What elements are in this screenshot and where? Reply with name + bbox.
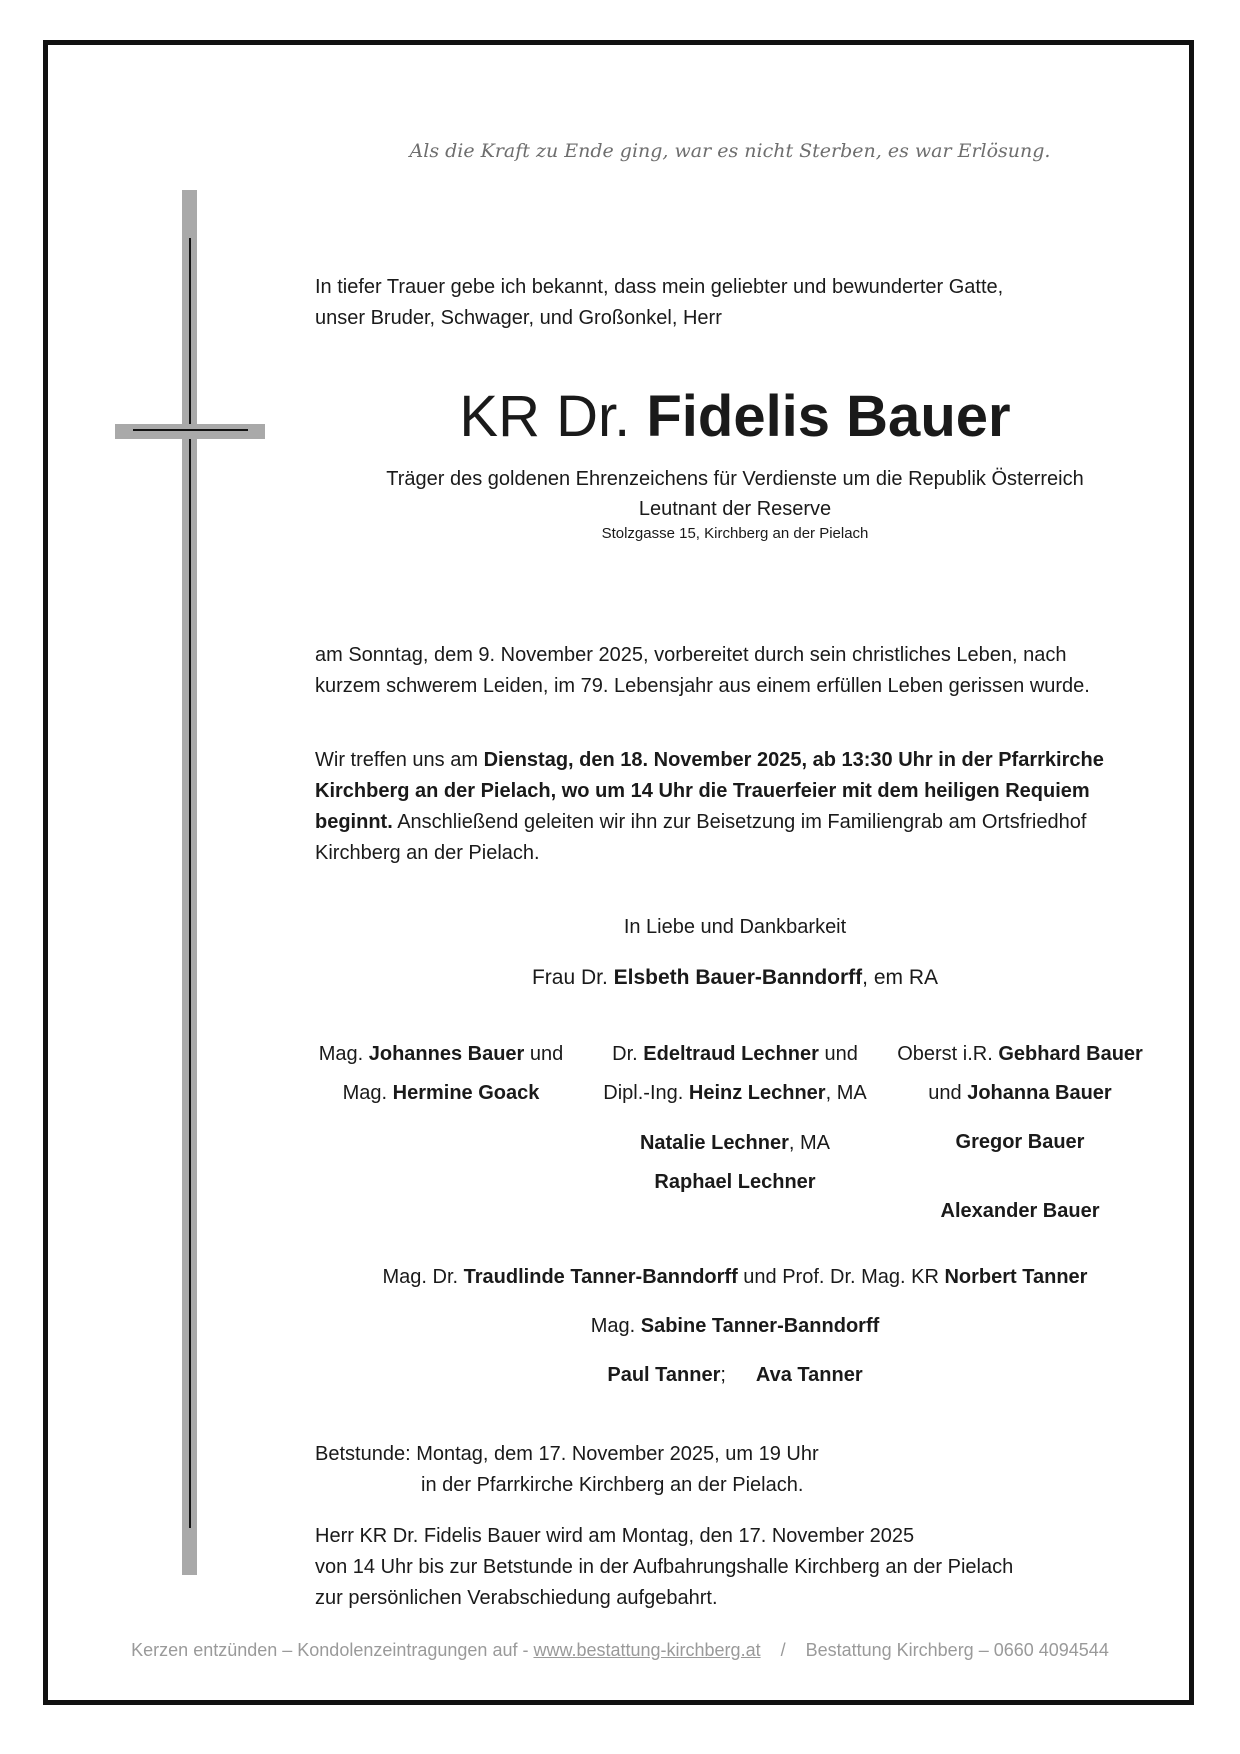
viewing-line-1: Herr KR Dr. Fidelis Bauer wird am Montag, den 17. November 2025 — [315, 1525, 915, 1547]
funeral-begins-bold: beginnt. — [315, 811, 393, 833]
title: Mag. Dr. — [382, 1266, 464, 1288]
intro-line-1: In tiefer Trauer gebe ich bekannt, dass mein geliebter und bewunderter Gatte, — [315, 276, 1004, 298]
title: Mag. — [342, 1082, 393, 1104]
title: Mag. — [318, 1043, 369, 1065]
footer-contact: Bestattung Kirchberg – 0660 4094544 — [805, 1640, 1109, 1660]
title: Dipl.-Ing. — [603, 1082, 689, 1104]
conjunction: und — [524, 1043, 564, 1065]
widow-prefix: Frau Dr. — [531, 966, 614, 989]
prayer-line-1: Montag, dem 17. November 2025, um 19 Uhr — [416, 1443, 819, 1465]
footer — [60, 1640, 1180, 1661]
person-name: Heinz Lechner — [688, 1082, 826, 1104]
family-column-2 — [585, 1035, 885, 1202]
title: Oberst i.R. — [897, 1043, 999, 1065]
person-name: Norbert Tanner — [944, 1266, 1088, 1288]
suffix: , MA — [825, 1082, 867, 1104]
funeral-location-bold: Kirchberg an der Pielach, wo um 14 Uhr die Trauerfeier mit dem heiligen Requiem — [315, 780, 1090, 802]
person-name: Gregor Bauer — [955, 1131, 1085, 1153]
person-name: Hermine Goack — [392, 1082, 540, 1104]
widow-name: Elsbeth Bauer-Banndorff — [613, 966, 863, 989]
person-name: Ava Tanner — [755, 1364, 863, 1386]
prayer-hour — [315, 1439, 1155, 1501]
website-link[interactable]: www.bestattung-kirchberg.at — [533, 1640, 761, 1660]
prayer-label: Betstunde: — [315, 1443, 411, 1465]
deceased-name — [315, 382, 1155, 452]
conjunction: und — [928, 1082, 968, 1104]
honors — [315, 464, 1155, 524]
person-name: Edeltraud Lechner — [643, 1043, 819, 1065]
viewing-notice — [315, 1521, 1155, 1614]
person-name: Paul Tanner — [607, 1364, 721, 1386]
conjunction: und — [818, 1043, 858, 1065]
widow-suffix: , em RA — [862, 966, 939, 989]
funeral-intro: Wir treffen uns am — [315, 749, 484, 771]
person-name: Sabine Tanner-Banndorff — [640, 1315, 880, 1337]
honor-line-1: Träger des goldenen Ehrenzeichens für Verdienste um die Republik Österreich — [386, 468, 1084, 490]
cross-horizontal-line — [133, 429, 248, 431]
person-name: Raphael Lechner — [654, 1171, 816, 1193]
cross-horizontal-bar — [115, 424, 265, 439]
person-name: Johanna Bauer — [967, 1082, 1112, 1104]
closing-phrase: In Liebe und Dankbarkeit — [623, 916, 847, 938]
death-line-2: kurzem schwerem Leiden, im 79. Lebensjahr aus einem erfüllen Leben gerissen wurde. — [315, 675, 1090, 697]
family-column-3 — [870, 1035, 1170, 1231]
prayer-line-2: in der Pfarrkirche Kirchberg an der Pielach. — [421, 1474, 804, 1496]
funeral-place: Kirchberg an der Pielach. — [315, 842, 540, 864]
person-name: Johannes Bauer — [368, 1043, 525, 1065]
death-line-1: am Sonntag, dem 9. November 2025, vorbereitet durch sein christliches Leben, nach — [315, 644, 1067, 666]
deceased-address: Stolzgasse 15, Kirchberg an der Pielach — [601, 525, 869, 542]
motto-quote: Als die Kraft zu Ende ging, war es nicht Sterben, es war Erlösung. — [409, 140, 1051, 162]
tanner-family — [315, 1253, 1155, 1400]
person-name: Alexander Bauer — [940, 1200, 1100, 1222]
person-name: Natalie Lechner — [639, 1132, 789, 1154]
viewing-line-3: zur persönlichen Verabschiedung aufgebahrt. — [315, 1587, 718, 1609]
intro-text — [315, 272, 1155, 334]
footer-separator: / — [780, 1640, 786, 1660]
funeral-details — [315, 745, 1155, 869]
intro-line-2: unser Bruder, Schwager, und Großonkel, Herr — [315, 307, 722, 329]
funeral-burial: Anschließend geleiten wir ihn zur Beisetzung im Familiengrab am Ortsfriedhof — [392, 811, 1087, 833]
suffix: , MA — [788, 1132, 831, 1154]
person-name: Gebhard Bauer — [998, 1043, 1143, 1065]
funeral-date-bold: Dienstag, den 18. November 2025, ab 13:30 Uhr in der Pfarrkirche — [483, 749, 1104, 771]
death-notice — [315, 640, 1155, 702]
title: Dr. — [612, 1043, 644, 1065]
widow-line — [315, 962, 1155, 993]
deceased-title: KR Dr. — [459, 384, 631, 449]
deceased-full-name: Fidelis Bauer — [646, 384, 1011, 449]
person-name: Traudlinde Tanner-Banndorff — [463, 1266, 738, 1288]
honor-line-2: Leutnant der Reserve — [638, 498, 832, 520]
separator: ; — [720, 1364, 726, 1386]
family-column-1 — [296, 1035, 586, 1113]
conjunction: und Prof. Dr. Mag. KR — [737, 1266, 945, 1288]
viewing-line-2: von 14 Uhr bis zur Betstunde in der Aufbahrungshalle Kirchberg an der Pielach — [315, 1556, 1014, 1578]
title: Mag. — [590, 1315, 641, 1337]
footer-text: Kerzen entzünden – Kondolenzeintragungen auf - — [131, 1640, 534, 1660]
